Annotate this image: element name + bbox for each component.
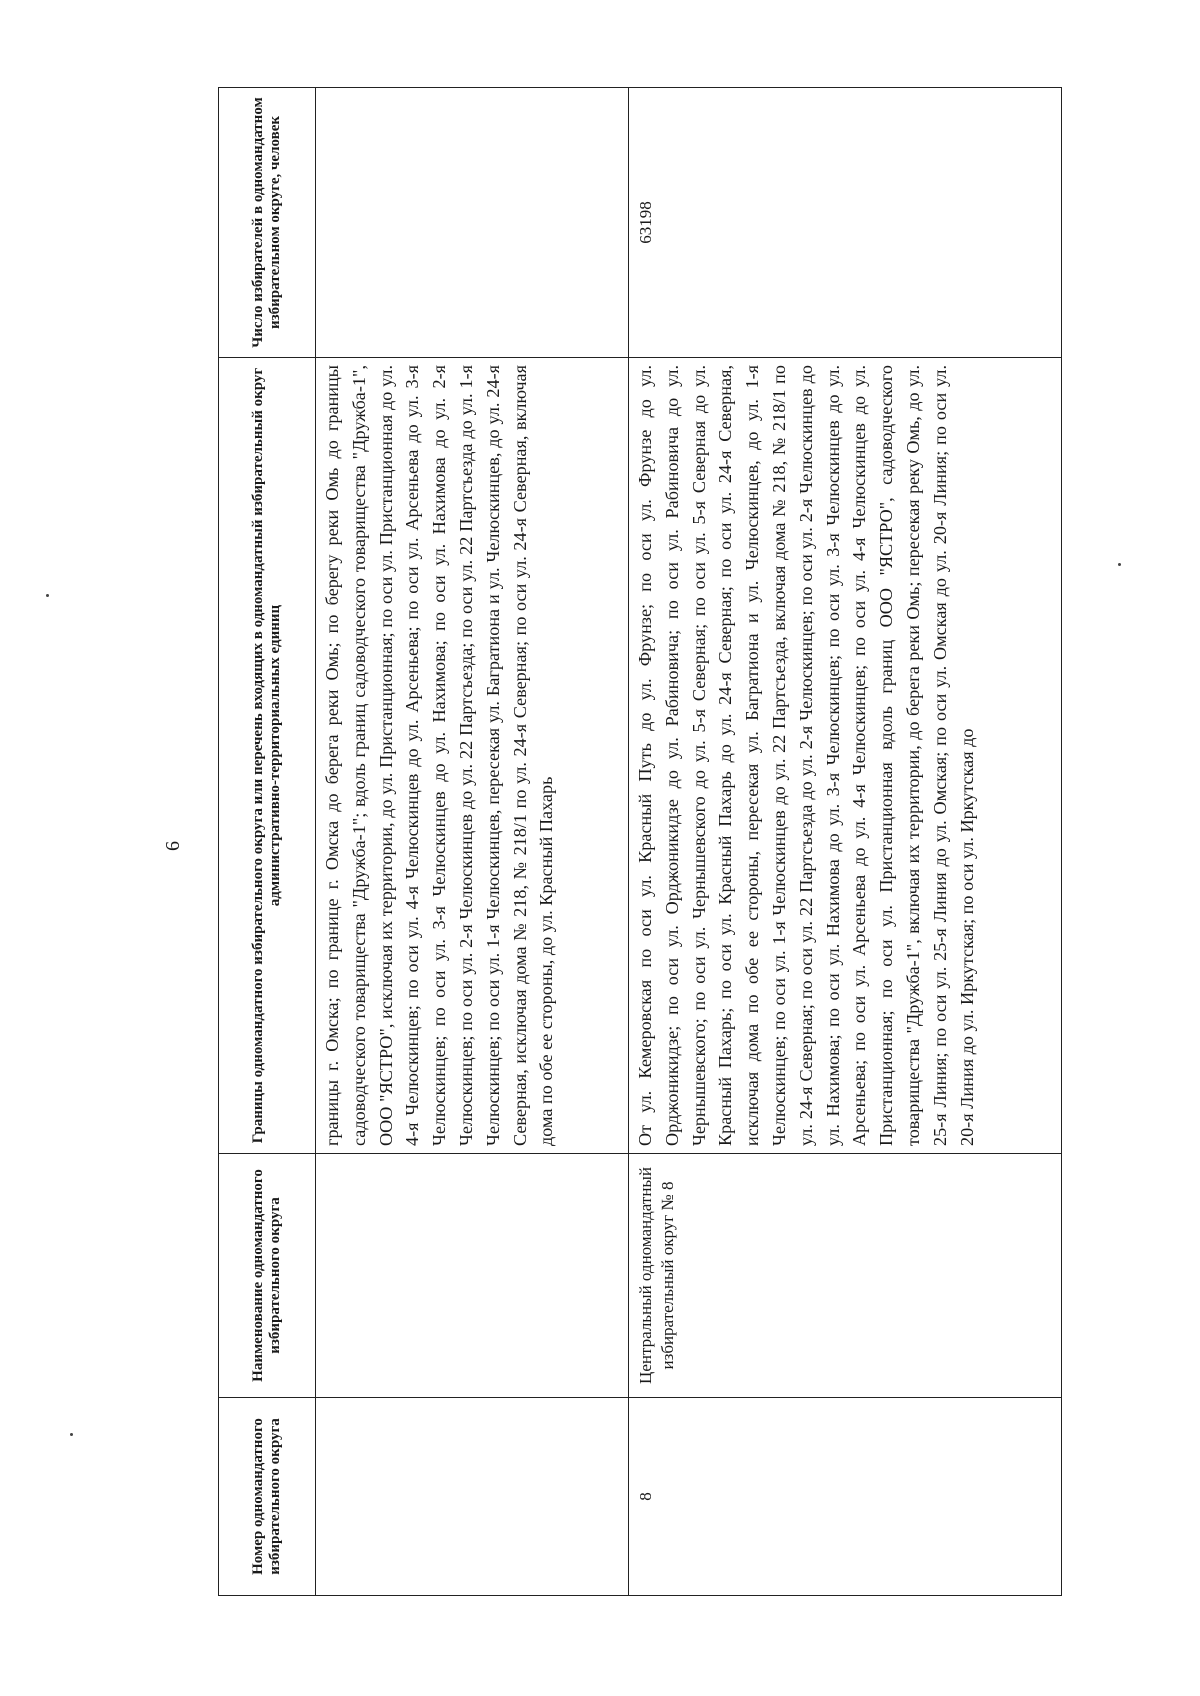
- table-row: [316, 88, 629, 1596]
- scan-speck: [46, 594, 49, 597]
- district-number-cell: 8: [629, 1398, 1062, 1596]
- district-voters-cell: [316, 88, 629, 358]
- district-number-cell: [316, 1398, 629, 1596]
- district-boundaries-cell: границы г. Омска; по границе г. Омска до берега реки Омь; по берегу реки Омь до границы садоводческого товарищества "Дружба-1"; вдоль границ садоводческого товарищества "Дружба-1", ООО "ЯСТРО", исключая их территории, до ул. Пристанционная; по оси ул. Пристанционная до ул. 4-я Челюскинцев; по оси ул. 4-я Челюскинцев до ул. Арсеньева; по оси ул. Арсеньева до ул. 3-я Челюскинцев; по оси ул. 3-я Челюскинцев до ул. Нахимова; по оси ул. Нахимова до ул. 2-я Челюскинцев; по оси ул. 2-я Челюскинцев до ул. 22 Партсъезда; по оси ул. 22 Партсъезда до ул. 1-я Челюскинцев; по оси ул. 1-я Челюскинцев, пересекая ул. Багратиона и ул. Челюскинцев, до ул. 24-я Северная, исключая дома № 218, № 218/1 по ул. 24-я Северная; по оси ул. 24-я Северная, включая дома по обе ее стороны, до ул. Красный Пахарь: [316, 358, 629, 1154]
- district-name-cell: Центральный одномандатный избирательный округ № 8: [629, 1154, 1062, 1398]
- header-number: Номер одномандатного избирательного округа: [219, 1398, 316, 1596]
- district-name-cell: [316, 1154, 629, 1398]
- table-row: [629, 88, 1062, 1596]
- district-boundaries-cell: От ул. Кемеровская по оси ул. Красный Путь до ул. Фрунзе; по оси ул. Фрунзе до ул. Орджоникидзе; по оси ул. Орджоникидзе до ул. Рабиновича; по оси ул. Рабиновича до ул. Чернышевского; по оси ул. Чернышевского до ул. 5-я Северная; по оси ул. 5-я Северная до ул. Красный Пахарь; по оси ул. Красный Пахарь до ул. 24-я Северная; по оси ул. 24-я Северная, исключая дома по обе ее стороны, пересекая ул. Багратиона и ул. Челюскинцев, до ул. 1-я Челюскинцев; по оси ул. 1-я Челюскинцев до ул. 22 Партсъезда, включая дома № 218, № 218/1 по ул. 24-я Северная; по оси ул. 22 Партсъезда до ул. 2-я Челюскинцев; по оси ул. 2-я Челюскинцев до ул. Нахимова; по оси ул. Нахимова до ул. 3-я Челюскинцев; по оси ул. 3-я Челюскинцев до ул. Арсеньева; по оси ул. Арсеньева до ул. 4-я Челюскинцев; по оси ул. 4-я Челюскинцев до ул. Пристанционная; по оси ул. Пристанционная вдоль границ ООО "ЯСТРО", садоводческого товарищества "Дружба-1", включая их территории, до берега реки Омь; пересекая реку Омь, до ул. 25-я Линия; по оси ул. 25-я Линия до ул. Омская; по оси ул. Омская до ул. 20-я Линия; по оси ул. 20-я Линия до ул. Иркутская; по оси ул. Иркутская до: [629, 358, 1062, 1154]
- scan-speck: [70, 1433, 73, 1436]
- header-boundaries: Границы одномандатного избирательного округа или перечень входящих в одномандатный избирательный округ административно-территориальных единиц: [219, 358, 316, 1154]
- districts-table: [218, 87, 1062, 1596]
- header-voters: Число избирателей в одномандатном избирательном округе, человек: [219, 88, 316, 358]
- scan-speck: [1118, 563, 1121, 566]
- page-number: 6: [162, 841, 184, 851]
- table-header-row: [219, 88, 316, 1596]
- district-voters-cell: 63198: [629, 88, 1062, 358]
- header-name: Наименование одномандатного избирательного округа: [219, 1154, 316, 1398]
